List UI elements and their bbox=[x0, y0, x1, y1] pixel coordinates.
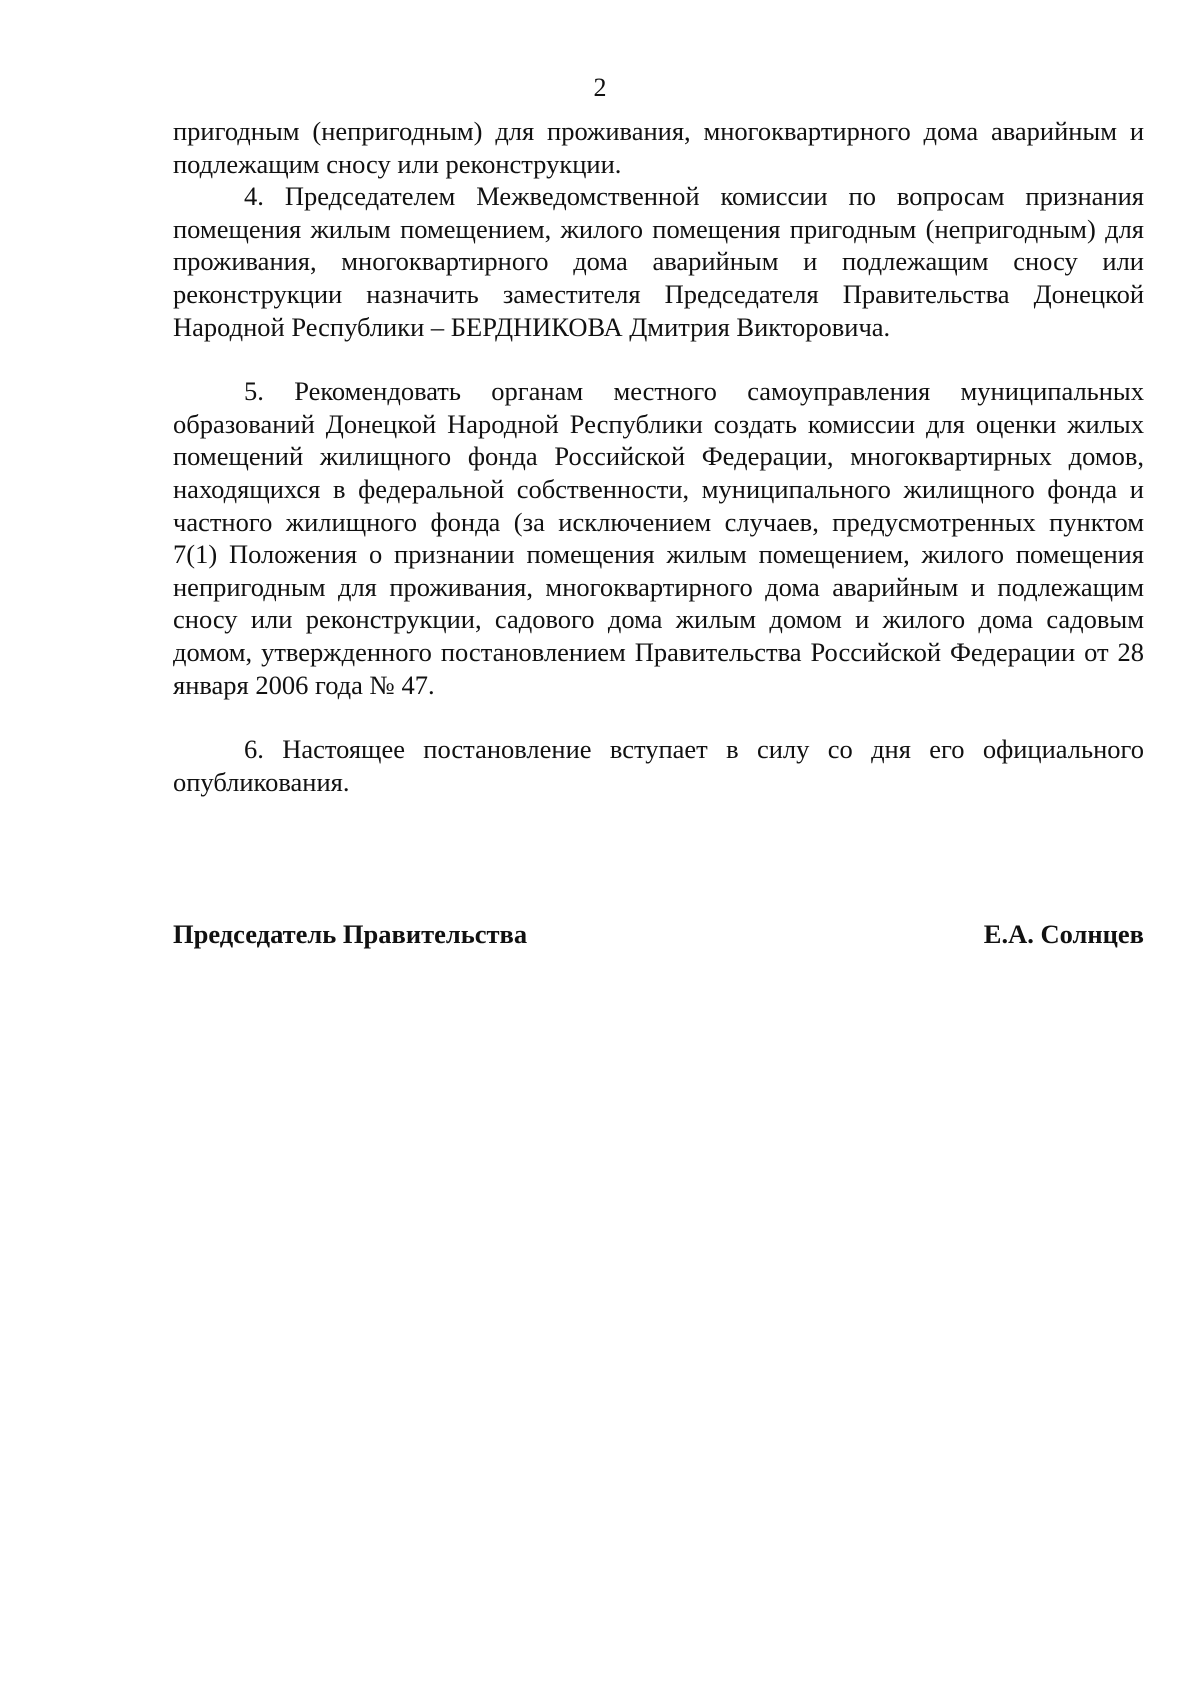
signature-name: Е.А. Солнцев bbox=[983, 919, 1144, 949]
paragraph-6: 6. Настоящее постановление вступает в силу со дня его официального опубликования. bbox=[173, 734, 1144, 797]
paragraph-5: 5. Рекомендовать органам местного самоуправления муниципальных образований Донецкой Народной Республики создать комиссии для оценки жилых помещений жилищного фонда Российской Федерации, многоквартирных домов, находящихся в федеральной собственности, муниципального жилищного фонда и частного жилищного фонда (за исключением случаев, предусмотренных пунктом 7(1) Положения о признании помещения жилым помещением, жилого помещения непригодным для проживания, многоквартирного дома аварийным и подлежащим сносу или реконструкции, садового дома жилым домом и жилого дома садовым домом, утвержденного постановлением Правительства Российской Федерации от 28 января 2006 года № 47. bbox=[173, 376, 1144, 700]
signature-block bbox=[173, 918, 1144, 950]
page-number: 2 bbox=[593, 73, 607, 102]
signature-position: Председатель Правительства bbox=[173, 919, 528, 949]
paragraph-4: 4. Председателем Межведомственной комиссии по вопросам признания помещения жилым помещением, жилого помещения пригодным (непригодным) для проживания, многоквартирного дома аварийным и подлежащим сносу или реконструкции назначить заместителя Председателя Правительства Донецкой Народной Республики – БЕРДНИКОВА Дмитрия Викторовича. bbox=[173, 181, 1144, 342]
paragraph-continued: пригодным (непригодным) для проживания, многоквартирного дома аварийным и подлежащим сносу или реконструкции. bbox=[173, 116, 1144, 179]
document-body bbox=[173, 115, 1144, 798]
